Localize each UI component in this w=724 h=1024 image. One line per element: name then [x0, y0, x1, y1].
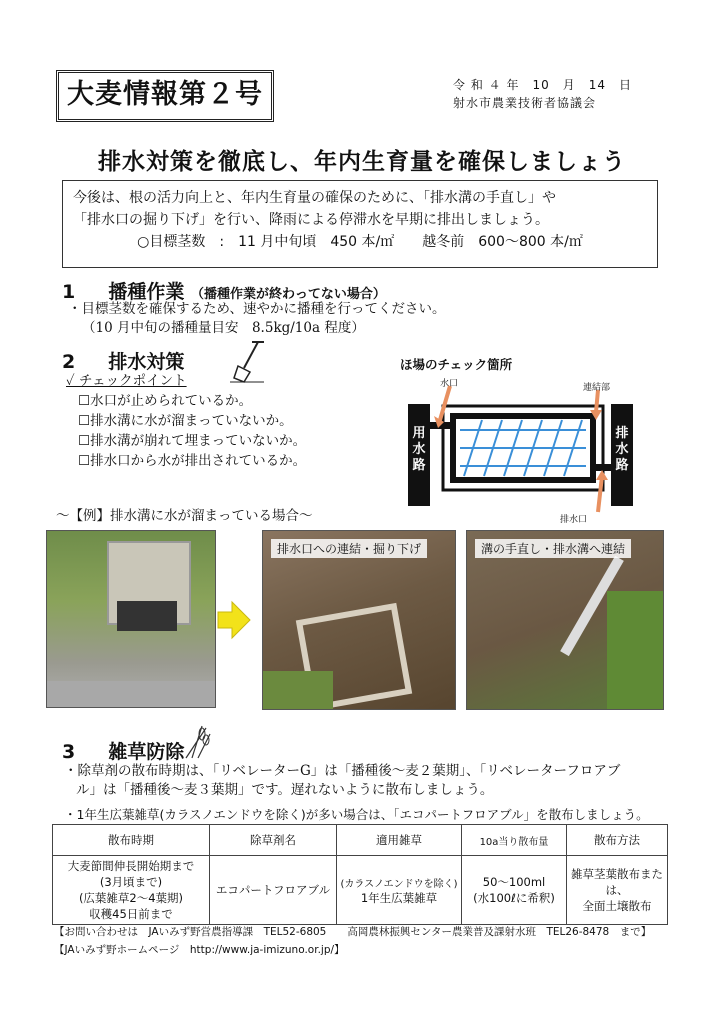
check-points-title: ✓ チェックポイント	[66, 373, 187, 389]
page-title: 大麦情報第２号	[56, 70, 274, 122]
issue-info	[453, 76, 632, 112]
timing-line: (広葉雑草2～4葉期)	[78, 891, 184, 905]
timing-line: 大麦節間伸長開始期まで	[67, 859, 195, 873]
weeds-line: (カラスノエンドウを除く)	[340, 878, 458, 890]
issue-date: 令 和 ４ 年 10 月 14 日	[453, 78, 632, 92]
section-1-body	[68, 300, 445, 338]
section-2-heading	[62, 347, 184, 374]
timing-line: (3月頃まで)	[99, 875, 163, 889]
check-item: ☐水口が止められているか。	[78, 393, 253, 409]
table-cell-amount	[462, 856, 567, 925]
wheat-icon	[180, 724, 212, 760]
table-header: 散布方法	[567, 825, 668, 856]
section-3-body	[64, 762, 664, 824]
check-item: ☐排水溝が崩れて埋まっていないか。	[78, 433, 307, 449]
table-cell-timing	[53, 856, 210, 925]
photo-caption: 溝の手直し・排水溝へ連結	[475, 539, 631, 558]
intro-box	[62, 180, 658, 268]
check-item: ☐排水溝に水が溜まっていないか。	[78, 413, 293, 429]
intro-line-2: 「排水口の掘り下げ」を行い、降雨による停滞水を早期に排出しましょう。	[73, 212, 549, 228]
amount-line: (水100ℓに希釈)	[473, 891, 555, 905]
section-3-heading	[62, 737, 184, 764]
left-channel-char: 用	[412, 426, 426, 441]
diagram-title: ほ場のチェック箇所	[400, 357, 513, 372]
headline: 排水対策を徹底し、年内生育量を確保しましょう	[98, 149, 626, 175]
left-channel-label	[408, 426, 430, 474]
section-3-number: 3	[62, 741, 76, 763]
section-3-bullet-1a: ・除草剤の散布時期は、「リベレーターG」は「播種後～麦２葉期」、「リベレーターフロアブ	[64, 763, 621, 779]
section-2-title: 排水対策	[108, 351, 185, 373]
arrow-right-icon	[216, 600, 252, 640]
right-channel-label	[611, 426, 633, 474]
table-cell-method	[567, 856, 668, 925]
table-header: 散布時期	[53, 825, 210, 856]
amount-line: 50～100ml	[482, 875, 546, 889]
left-channel-char: 水	[412, 442, 426, 457]
issuing-organization: 射水市農業技術者協議会	[453, 96, 597, 110]
right-channel-char: 水	[615, 442, 629, 457]
timing-line: 収穫45日前まで	[89, 907, 173, 921]
section-1-note: （播種作業が終わってない場合）	[190, 287, 386, 302]
homepage-link[interactable]: 【JAいみず野ホームページ http://www.ja-imizuno.or.jp/】	[54, 944, 345, 956]
table-row	[53, 856, 668, 925]
photo-ditch-repair	[466, 530, 664, 710]
right-channel-char: 路	[615, 458, 629, 473]
method-line: 雑草茎葉散布または、	[571, 867, 663, 897]
target-stems: ○目標茎数 : 11 月中旬頃 450 本/㎡ 越冬前 600～800 本/㎡	[137, 234, 583, 250]
table-header: 除草剤名	[210, 825, 337, 856]
table-cell-weeds	[337, 856, 462, 925]
section-3-title: 雑草防除	[108, 741, 185, 763]
section-1-number: 1	[62, 281, 76, 303]
section-3-bullet-2: ・1年生広葉雑草(カラスノエンドウを除く)が多い場合は、「エコパートフロアブル」を散布しましょう。	[64, 807, 649, 822]
table-header-row	[53, 825, 668, 856]
example-title: ～【例】排水溝に水が溜まっている場合～	[56, 508, 313, 524]
check-list	[66, 372, 306, 471]
left-channel-char: 路	[412, 458, 426, 473]
section-1-title: 播種作業	[108, 281, 185, 303]
label-connection: 連結部	[583, 383, 611, 393]
table-header: 適用雑草	[337, 825, 462, 856]
table-header: 10a当り散布量	[462, 825, 567, 856]
herbicide-table	[52, 824, 668, 925]
field-diagram	[398, 372, 638, 522]
photo-flooded-outlet	[46, 530, 216, 708]
right-channel-char: 排	[615, 426, 629, 441]
method-line: 全面土壌散布	[582, 899, 652, 913]
intro-line-1: 今後は、根の活力向上と、年内生育量の確保のために、「排水溝の手直し」や	[73, 190, 556, 206]
section-3-bullet-1b: ル」は「播種後～麦３葉期」です。遅れないように散布しましょう。	[76, 782, 494, 798]
section-1-sub: （10 月中旬の播種量目安 8.5kg/10a 程度）	[82, 320, 365, 336]
photo-outlet-connection	[262, 530, 456, 710]
weeds-line: 1年生広葉雑草	[360, 890, 438, 905]
label-outlet: 排水口	[560, 515, 588, 525]
section-1-bullet: ・目標茎数を確保するため、速やかに播種を行ってください。	[68, 301, 446, 317]
table-cell-herbicide: エコパートフロアブル	[210, 856, 337, 925]
section-2-number: 2	[62, 351, 76, 373]
label-inlet: 水口	[440, 379, 459, 389]
check-item: ☐排水口から水が排出されているか。	[78, 453, 307, 469]
contact-info: 【お問い合わせは JAいみず野営農指導課 TEL52-6805 高岡農林振興センター農業普及課射水班 TEL26-8478 まで】	[54, 926, 652, 938]
photo-caption: 排水口への連結・掘り下げ	[271, 539, 427, 558]
